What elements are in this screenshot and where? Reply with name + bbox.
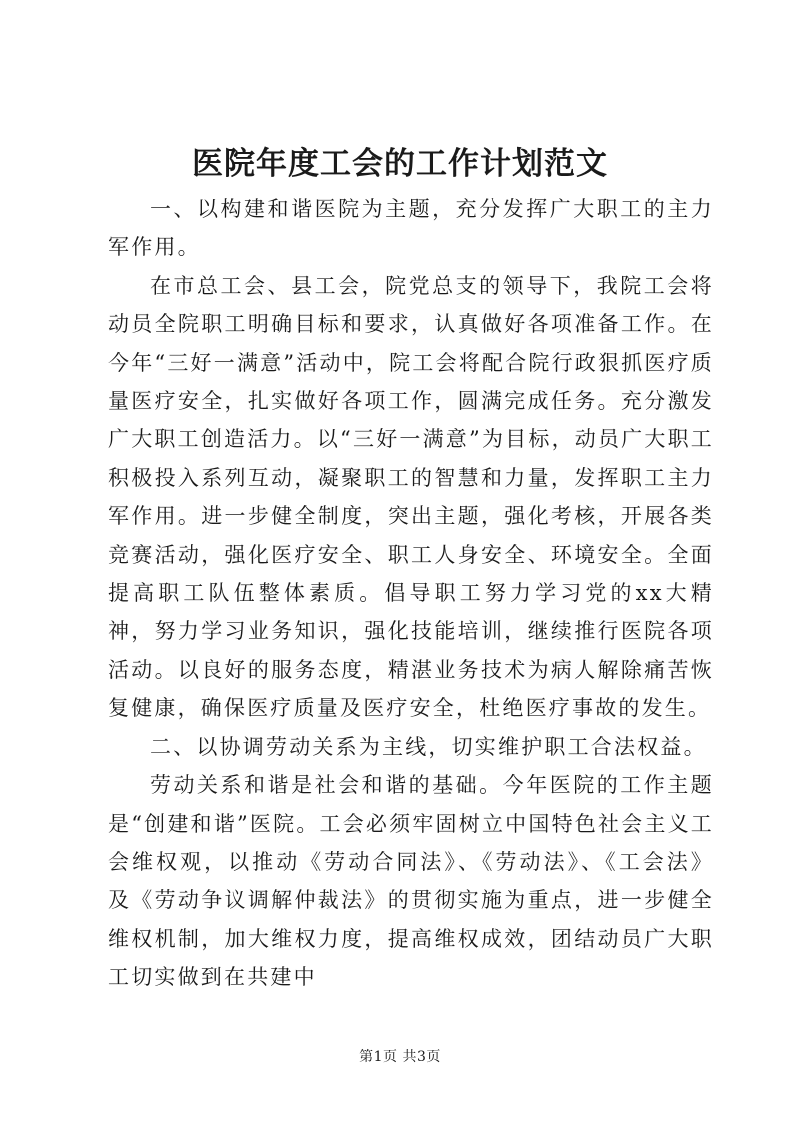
body-paragraph-1: 在市总工会、县工会，院党总支的领导下，我院工会将动员全院职工明确目标和要求，认真做好各项准备工作。在今年“三好一满意”活动中，院工会将配合院行政狠抓医疗质量医疗安全，扎实做好各项工作，圆满完成任务。充分激发广大职工创造活力。以“三好一满意”为目标，动员广大职工积极投入系列互动，凝聚职工的智慧和力量，发挥职工主力军作用。进一步健全制度，突出主题，强化考核，开展各类竞赛活动，强化医疗安全、职工人身安全、环境安全。全面提高职工队伍整体素质。倡导职工努力学习党的xx大精神，努力学习业务知识，强化技能培训，继续推行医院各项活动。以良好的服务态度，精湛业务技术为病人解除痛苦恢复健康，确保医疗质量及医疗安全，杜绝医疗事故的发生。 [108,273,714,721]
document-title: 医院年度工会的工作计划范文 [192,146,608,182]
section-heading-2: 二、以协调劳动关系为主线，切实维护职工合法权益。 [150,734,707,759]
document-body [108,190,714,997]
body-paragraph-2: 劳动关系和谐是社会和谐的基础。今年医院的工作主题是“创建和谐”医院。工会必须牢固树立中国特色社会主义工会维权观，以推动《劳动合同法》、《劳动法》、《工会法》及《劳动争议调解仲裁法》的贯彻实施为重点，进一步健全维权机制，加大维权力度，提高维权成效，团结动员广大职工切实做到在共建中 [108,773,714,990]
page-number-footer: 第1页 共3页 [359,1049,441,1065]
section-heading-1: 一、以构建和谐医院为主题，充分发挥广大职工的主力军作用。 [108,197,714,260]
